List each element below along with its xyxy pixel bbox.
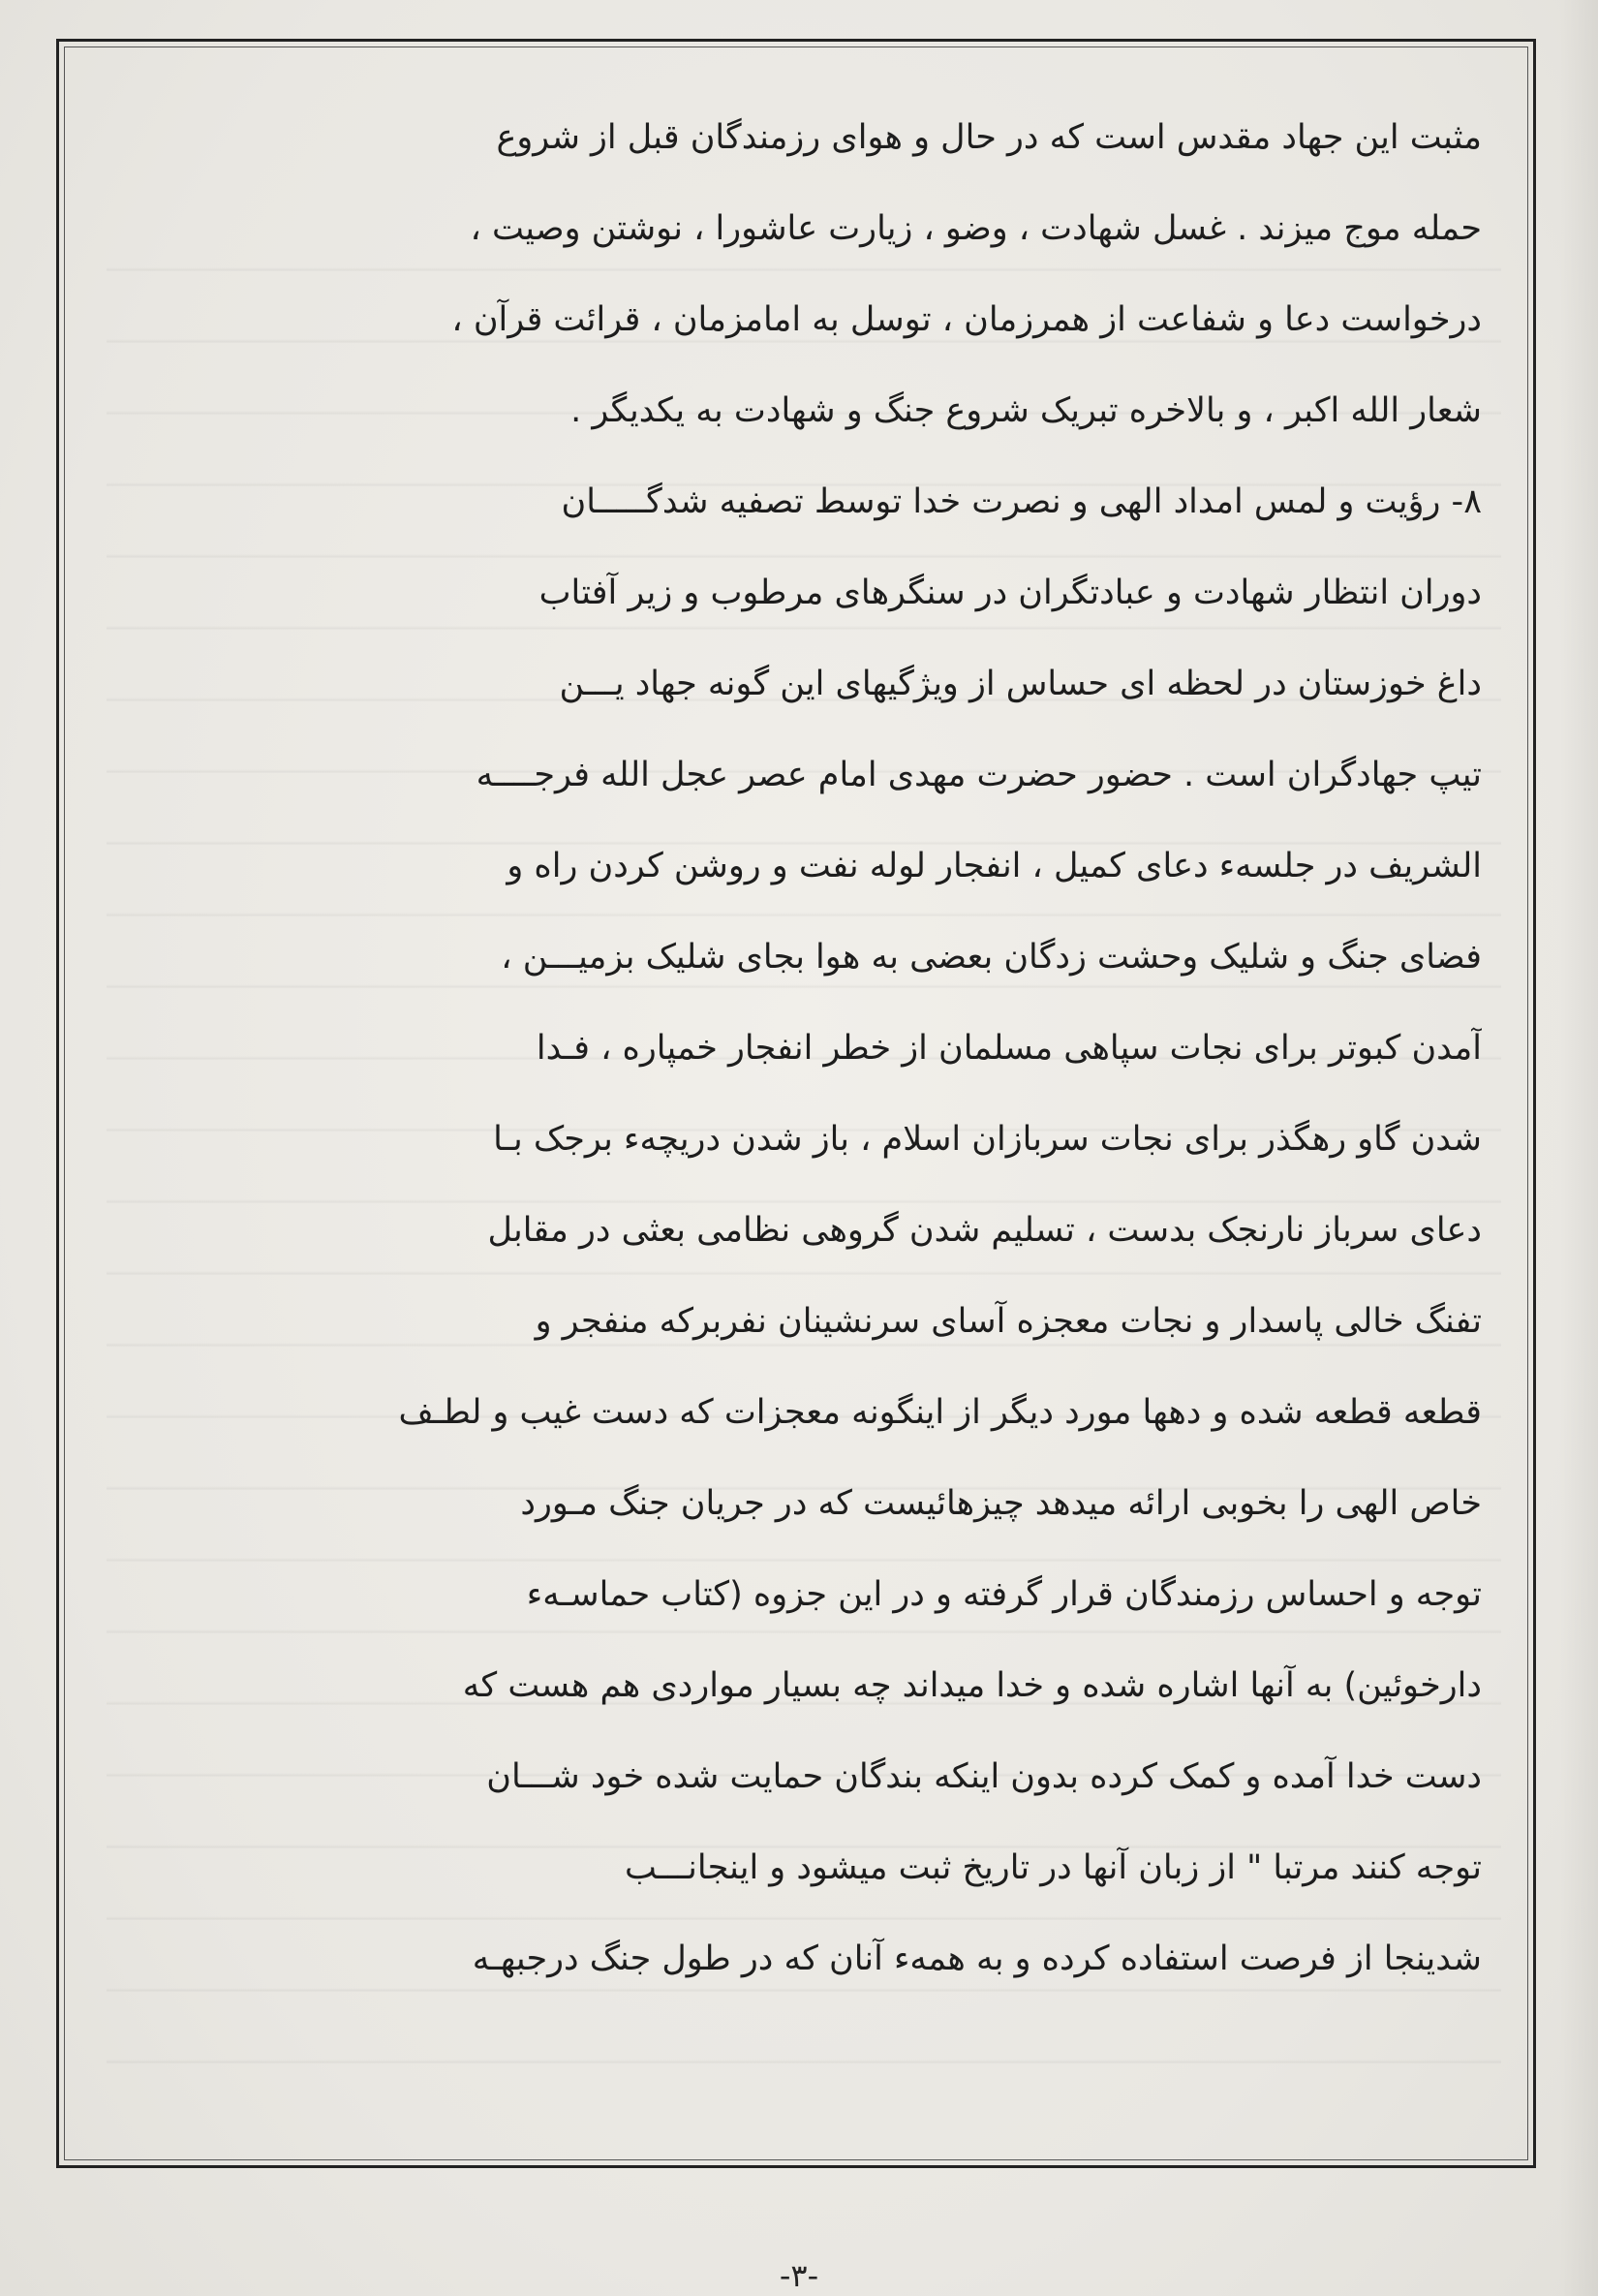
text-line: الشریف در جلسهء دعای کمیل ، انفجار لوله نفت و روشن کردن راه و — [507, 847, 1482, 885]
page-edge-shadow — [1559, 0, 1598, 2296]
text-line: مثبت این جهاد مقدس است که در حال و هوای رزمندگان قبل از شروع — [496, 118, 1482, 157]
body-text — [97, 92, 1482, 2004]
text-line: داغ خوزستان در لحظه ای حساس از ویژگیهای این گونه جهاد یـــن — [559, 665, 1482, 703]
text-line: قطعه قطعه شده و دهها مورد دیگر از اینگونه معجزات که دست غیب و لطـف — [398, 1393, 1482, 1432]
text-line: خاص الهی را بخوبی ارائه میدهد چیزهائیست که در جریان جنگ مـورد — [520, 1484, 1482, 1523]
text-line: توجه و احساس رزمندگان قرار گرفته و در این جزوه (کتاب حماسـهء — [526, 1575, 1482, 1614]
text-line: دوران انتظار شهادت و عبادتگران در سنگرهای مرطوب و زیر آفتاب — [538, 574, 1482, 612]
text-line: شعار الله اکبر ، و بالاخره تبریک شروع جنگ و شهادت به یکدیگر . — [570, 391, 1482, 430]
text-line: دارخوئین) به آنها اشاره شده و خدا میداند چه بسیار مواردی هم هست که — [462, 1666, 1482, 1705]
page-number: -۳- — [779, 2257, 819, 2294]
text-line: فضای جنگ و شلیک وحشت زدگان بعضی به هوا بجای شلیک بزمیـــن ، — [501, 938, 1482, 977]
text-line: حمله موج میزند . غسل شهادت ، وضو ، زیارت عاشورا ، نوشتن وصیت ، — [470, 209, 1482, 248]
text-line: توجه کنند مرتبا " از زبان آنها در تاریخ ثبت میشود و اینجانـــب — [625, 1848, 1482, 1887]
text-line: دعای سرباز نارنجک بدست ، تسلیم شدن گروهی نظامی بعثی در مقابل — [487, 1211, 1482, 1250]
text-line: تیپ جهادگران است . حضور حضرت مهدی امام عصر عجل الله فرجــــه — [476, 756, 1482, 794]
text-line: آمدن کبوتر برای نجات سپاهی مسلمان از خطر انفجار خمپاره ، فـدا — [536, 1029, 1482, 1068]
text-line: دست خدا آمده و کمک کرده بدون اینکه بندگان حمایت شده خود شـــان — [486, 1757, 1482, 1796]
text-line: شدن گاو رهگذر برای نجات سربازان اسلام ، باز شدن دریچهء برجک بـا — [493, 1120, 1482, 1159]
text-line: ۸- رؤیت و لمس امداد الهی و نصرت خدا توسط تصفیه شدگـــــان — [561, 482, 1482, 521]
text-line: تفنگ خالی پاسدار و نجات معجزه آسای سرنشینان نفربرکه منفجر و — [535, 1302, 1482, 1341]
text-line: درخواست دعا و شفاعت از همرزمان ، توسل به امامزمان ، قرائت قرآن ، — [451, 300, 1482, 339]
text-line: شدینجا از فرصت استفاده کرده و به همهء آنان که در طول جنگ درجبهـه — [472, 1939, 1482, 1978]
